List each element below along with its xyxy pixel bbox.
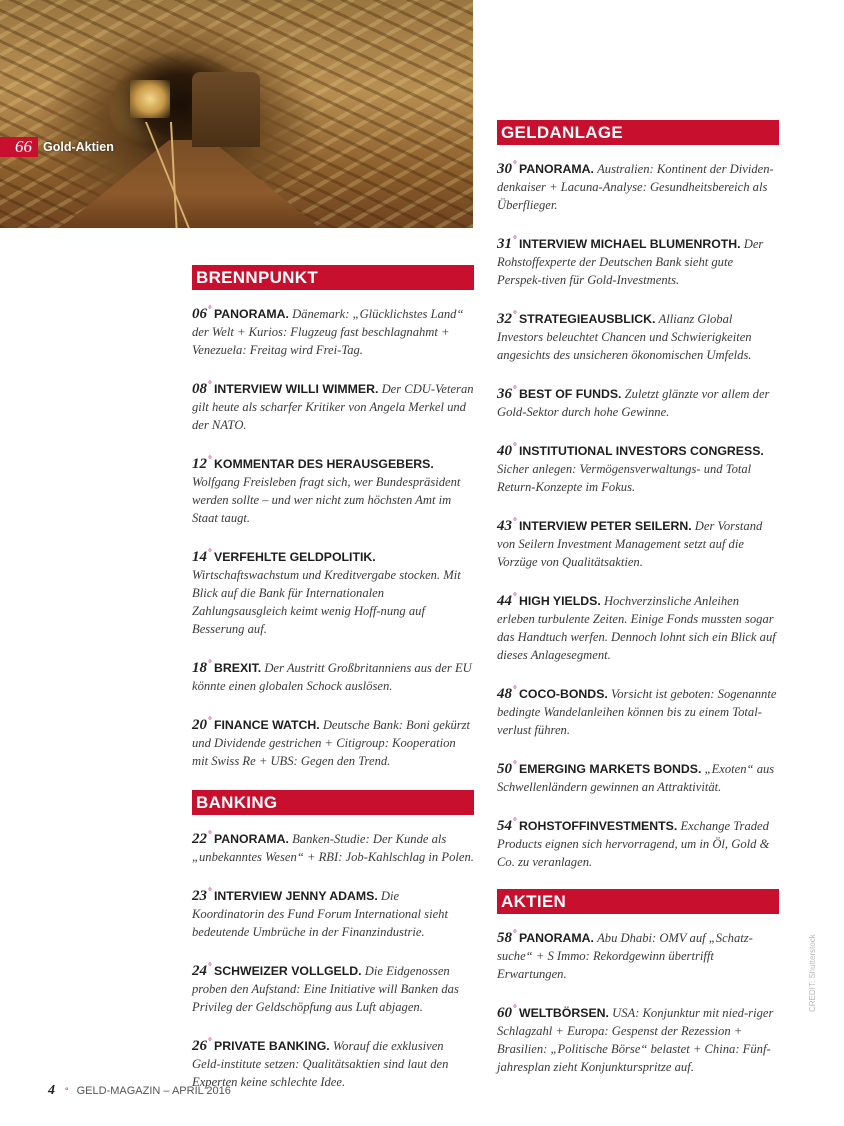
toc-entry-title: HIGH YIELDS.	[519, 594, 601, 608]
toc-entry-description: Abu Dhabi: OMV auf „Schatz-suche“ + S Immo: Rekordgewinn übertrifft Erwartungen.	[497, 931, 753, 981]
photo-tag-page: 66	[0, 137, 38, 157]
toc-entry-title: STRATEGIEAUSBLICK.	[519, 312, 656, 326]
section-brennpunkt	[192, 265, 474, 770]
toc-entry-title: INTERVIEW WILLI WIMMER.	[214, 382, 379, 396]
toc-page-number: 06	[192, 306, 207, 322]
toc-entry[interactable]	[192, 452, 474, 527]
toc-entry-title: BREXIT.	[214, 661, 262, 675]
toc-page-number: 36	[497, 386, 512, 402]
degree-mark: °	[513, 817, 517, 828]
degree-mark: °	[208, 1037, 212, 1048]
degree-mark: °	[513, 1004, 517, 1015]
toc-entry-title: INTERVIEW MICHAEL BLUMENROTH.	[519, 237, 741, 251]
magazine-issue: GELD-MAGAZIN – APRIL 2016	[76, 1085, 231, 1097]
toc-page-number: 20	[192, 717, 207, 733]
toc-entry[interactable]	[497, 439, 779, 496]
toc-entry[interactable]	[497, 1001, 779, 1076]
toc-entry-description: Banken-Studie: Der Kunde als „unbekanntes Wesen“ + RBI: Job-Kahlschlag in Polen.	[192, 832, 474, 864]
toc-entry[interactable]	[497, 589, 779, 664]
toc-page-number: 43	[497, 518, 512, 534]
degree-mark: °	[513, 385, 517, 396]
toc-entry-description: Sicher anlegen: Vermögensverwaltungs- und Total Return-Konzepte im Fokus.	[497, 462, 752, 494]
photo-tag[interactable]	[0, 137, 114, 157]
toc-page-number: 44	[497, 593, 512, 609]
section-heading: AKTIEN	[497, 889, 779, 914]
degree-mark: °	[513, 592, 517, 603]
toc-entry[interactable]	[192, 377, 474, 434]
toc-entry[interactable]	[497, 514, 779, 571]
toc-page-number: 26	[192, 1038, 207, 1054]
toc-entry-description: Allianz Global Investors beleuchtet Chancen und Schwierigkeiten angesichts des unsicheren ökonomischen Umfelds.	[497, 312, 752, 362]
toc-entry-description: Der Rohstoffexperte der Deutschen Bank sieht gute Perspek-tiven für Gold-Investments.	[497, 237, 764, 287]
toc-entry[interactable]	[192, 827, 474, 866]
toc-page-number: 40	[497, 443, 512, 459]
toc-entry[interactable]	[192, 545, 474, 638]
toc-entry[interactable]	[192, 884, 474, 941]
degree-mark: °	[208, 380, 212, 391]
toc-page-number: 30	[497, 161, 512, 177]
toc-entry-description: Australien: Kontinent der Dividen-denkaiser + Lacuna-Analyse: Gesundheitsbereich als Überflieger.	[497, 162, 774, 212]
toc-entry-description: „Exoten“ aus Schwellenländern gewinnen an Attraktivität.	[497, 762, 775, 794]
toc-entry-description: Wirtschaftswachstum und Kreditvergabe stocken. Mit Blick auf die Bank für Internationalen Zahlungsausgleich keimt wenig Hoff-nung auf Besserung auf.	[192, 568, 461, 636]
toc-entry[interactable]	[497, 307, 779, 364]
degree-mark: °	[513, 517, 517, 528]
degree-mark: °	[208, 716, 212, 727]
toc-entry-description: Wolfgang Freisleben fragt sich, wer Bundespräsident werden sollte – und wer nicht zum höchsten Amt im Staat taugt.	[192, 475, 461, 525]
toc-entry-title: EMERGING MARKETS BONDS.	[519, 762, 702, 776]
toc-page-number: 22	[192, 831, 207, 847]
tunnel-light	[130, 80, 170, 118]
toc-entry[interactable]	[497, 682, 779, 739]
toc-page-number: 54	[497, 818, 512, 834]
degree-mark: °	[513, 160, 517, 171]
toc-entry[interactable]	[192, 302, 474, 359]
toc-entry-title: SCHWEIZER VOLLGELD.	[214, 964, 362, 978]
degree-mark: °	[513, 310, 517, 321]
toc-entry-title: PRIVATE BANKING.	[214, 1039, 330, 1053]
toc-entry-description: Hochverzinsliche Anleihen erleben turbulente Zeiten. Einige Fonds mussten sogar das Handtuch werfen. Dennoch lohnt sich ein Blick auf dieses Anlagesegment.	[497, 594, 776, 662]
toc-entry-title: PANORAMA.	[214, 832, 289, 846]
toc-entry-title: FINANCE WATCH.	[214, 718, 320, 732]
toc-page-number: 14	[192, 549, 207, 565]
photo-credit: CREDIT: Shutterstock	[808, 934, 817, 1012]
toc-entry-title: PANORAMA.	[519, 931, 594, 945]
toc-entry-description: Worauf die exklusiven Geld-institute setzen: Qualitätsaktien sind laut den Experten keine schlechte Idee.	[192, 1039, 449, 1089]
toc-entry-description: Deutsche Bank: Boni gekürzt und Dividende gestrichen + Citigroup: Kooperation mit Swiss Re + UBS: Gegen den Trend.	[192, 718, 471, 768]
toc-entry-title: PANORAMA.	[214, 307, 289, 321]
right-column	[497, 120, 779, 1094]
degree-mark: °	[513, 929, 517, 940]
degree-mark: °	[513, 235, 517, 246]
toc-entry[interactable]	[497, 814, 779, 871]
toc-entry[interactable]	[497, 382, 779, 421]
toc-entry-description: Exchange Traded Products eignen sich hervorragend, um in Öl, Gold & Co. zu veranlagen.	[497, 819, 770, 869]
toc-entry-description: Zuletzt glänzte vor allem der Gold-Sektor durch hohe Gewinne.	[497, 387, 770, 419]
degree-mark: °	[208, 659, 212, 670]
section-aktien	[497, 889, 779, 1076]
page-footer	[48, 1083, 231, 1099]
toc-entry[interactable]	[497, 926, 779, 983]
toc-entry-title: VERFEHLTE GELDPOLITIK.	[214, 550, 376, 564]
toc-entry-description: Der Vorstand von Seilern Investment Management setzt auf die Vorzüge von Qualitätsaktien.	[497, 519, 763, 569]
toc-entry-title: COCO-BONDS.	[519, 687, 608, 701]
toc-entry-title: INTERVIEW PETER SEILERN.	[519, 519, 692, 533]
cover-photo-gold-mine	[0, 0, 473, 228]
toc-entry[interactable]	[497, 157, 779, 214]
toc-entry-title: WELTBÖRSEN.	[519, 1006, 609, 1020]
degree-mark: °	[208, 887, 212, 898]
degree-mark: °	[513, 685, 517, 696]
toc-page-number: 60	[497, 1005, 512, 1021]
degree-mark: °	[208, 962, 212, 973]
toc-entry[interactable]	[497, 232, 779, 289]
section-heading: BANKING	[192, 790, 474, 815]
toc-entry-description: Die Eidgenossen proben den Aufstand: Eine Initiative will Banken das Privileg der Geldschöpfung aus Luft abjagen.	[192, 964, 459, 1014]
section-geldanlage	[497, 120, 779, 871]
toc-entry[interactable]	[497, 757, 779, 796]
degree-mark: °	[208, 455, 212, 466]
toc-page-number: 50	[497, 761, 512, 777]
toc-page-number: 23	[192, 888, 207, 904]
toc-page-number: 12	[192, 456, 207, 472]
toc-entry-description: Die Koordinatorin des Fund Forum International sieht bedeutende Umbrüche in der Finanzindustrie.	[192, 889, 448, 939]
toc-page-number: 08	[192, 381, 207, 397]
degree-mark: °	[65, 1086, 69, 1096]
degree-mark: °	[208, 548, 212, 559]
toc-entry-title: BEST OF FUNDS.	[519, 387, 622, 401]
photo-tag-label: Gold-Aktien	[43, 140, 114, 154]
left-column	[192, 265, 474, 1109]
toc-entry[interactable]	[192, 1034, 474, 1091]
toc-entry-description: USA: Konjunktur mit nied-riger Schlagzahl + Europa: Gespenst der Rezession + Brasilien: „Politische Börse“ belastet + China: Fünf-jahresplan zieht Konjunkturspritze auf.	[497, 1006, 774, 1074]
toc-entry[interactable]	[192, 959, 474, 1016]
toc-entry-title: INTERVIEW JENNY ADAMS.	[214, 889, 378, 903]
toc-entry[interactable]	[192, 713, 474, 770]
toc-entry-description: Dänemark: „Glücklichstes Land“ der Welt + Kurios: Flugzeug fast beschlagnahmt + Venezuela: Freitag wird Frei-Tag.	[192, 307, 464, 357]
toc-page-number: 58	[497, 930, 512, 946]
tunnel-pillar	[192, 72, 260, 147]
toc-page-number: 18	[192, 660, 207, 676]
toc-page-number: 31	[497, 236, 512, 252]
section-banking	[192, 790, 474, 1091]
degree-mark: °	[208, 305, 212, 316]
section-heading: BRENNPUNKT	[192, 265, 474, 290]
toc-entry-title: INSTITUTIONAL INVESTORS CONGRESS.	[519, 444, 764, 458]
toc-entry-description: Der Austritt Großbritanniens aus der EU könnte einen globalen Schock auslösen.	[192, 661, 472, 693]
toc-entry[interactable]	[192, 656, 474, 695]
page-number: 4	[48, 1083, 55, 1098]
degree-mark: °	[513, 442, 517, 453]
toc-entry-title: KOMMENTAR DES HERAUSGEBERS.	[214, 457, 434, 471]
degree-mark: °	[513, 760, 517, 771]
section-heading: GELDANLAGE	[497, 120, 779, 145]
degree-mark: °	[208, 830, 212, 841]
toc-entry-description: Vorsicht ist geboten: Sogenannte bedingte Wandelanleihen können bis zu einem Total-verlust führen.	[497, 687, 777, 737]
toc-page-number: 24	[192, 963, 207, 979]
toc-page-number: 32	[497, 311, 512, 327]
toc-entry-title: PANORAMA.	[519, 162, 594, 176]
toc-entry-description: Der CDU-Veteran gilt heute als scharfer Kritiker von Angela Merkel und der NATO.	[192, 382, 474, 432]
toc-page-number: 48	[497, 686, 512, 702]
toc-entry-title: ROHSTOFFINVESTMENTS.	[519, 819, 678, 833]
